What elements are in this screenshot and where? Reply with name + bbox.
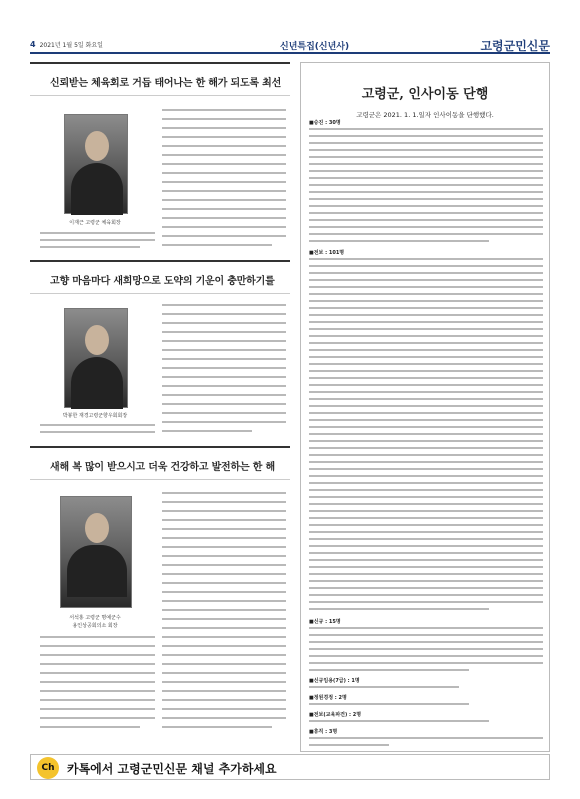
page-header — [30, 36, 550, 54]
article-3-caption-title: 용인상공회의소 회장 — [72, 623, 118, 629]
section-promotion: ■승진 : 30명 — [309, 120, 341, 126]
portrait-photo — [64, 114, 128, 214]
section-leave: ■휴직 : 3명 — [309, 729, 338, 735]
article-1-title: 신뢰받는 체육회로 거듭 태어나는 한 해가 되도록 최선 — [30, 64, 290, 96]
article-2 — [30, 260, 290, 438]
article-3-caption-name: 서석홍 고령군 명예군수 — [69, 615, 121, 621]
portrait-photo — [64, 308, 128, 408]
article-2-caption: 박봉한 재경고령군향우회회장 — [62, 413, 128, 419]
kakao-banner[interactable] — [30, 754, 550, 780]
portrait-photo — [60, 496, 132, 608]
left-column — [30, 62, 290, 744]
kakao-banner-text: 카톡에서 고령군민신문 채널 추가하세요 — [67, 762, 277, 776]
article-1-caption: 이재근 고령군 체육회장 — [69, 220, 121, 226]
issue-date: 2021년 1월 5일 화요일 — [39, 42, 103, 49]
article-3-title: 새해 복 많이 받으시고 더욱 건강하고 발전하는 한 해 — [30, 448, 290, 480]
section-edu: ■전보(교육파견) : 2명 — [309, 712, 362, 718]
article-2-title: 고향 마음마다 새희망으로 도약의 기운이 충만하기를 — [30, 262, 290, 294]
newspaper-name: 고령군민신문 — [480, 39, 550, 53]
article-3 — [30, 446, 290, 744]
section-new: ■신규 : 15명 — [309, 619, 341, 625]
kakao-channel-icon: Ch — [37, 757, 59, 779]
page-number: 4 — [30, 40, 36, 49]
personnel-title: 고령군, 인사이동 단행 — [361, 87, 489, 102]
section-transfer: ■전보 : 101명 — [309, 250, 345, 256]
page-meta — [30, 40, 103, 49]
section-new-7: ■신규임용(7급) : 1명 — [309, 678, 360, 684]
personnel-subtitle: 고령군은 2021. 1. 1.일자 인사이동을 단행했다. — [356, 111, 494, 119]
personnel-box — [300, 62, 550, 752]
section-title: 신년특집(신년사) — [280, 42, 350, 52]
article-1 — [30, 62, 290, 252]
section-quota: ■정원경정 : 2명 — [309, 695, 347, 701]
